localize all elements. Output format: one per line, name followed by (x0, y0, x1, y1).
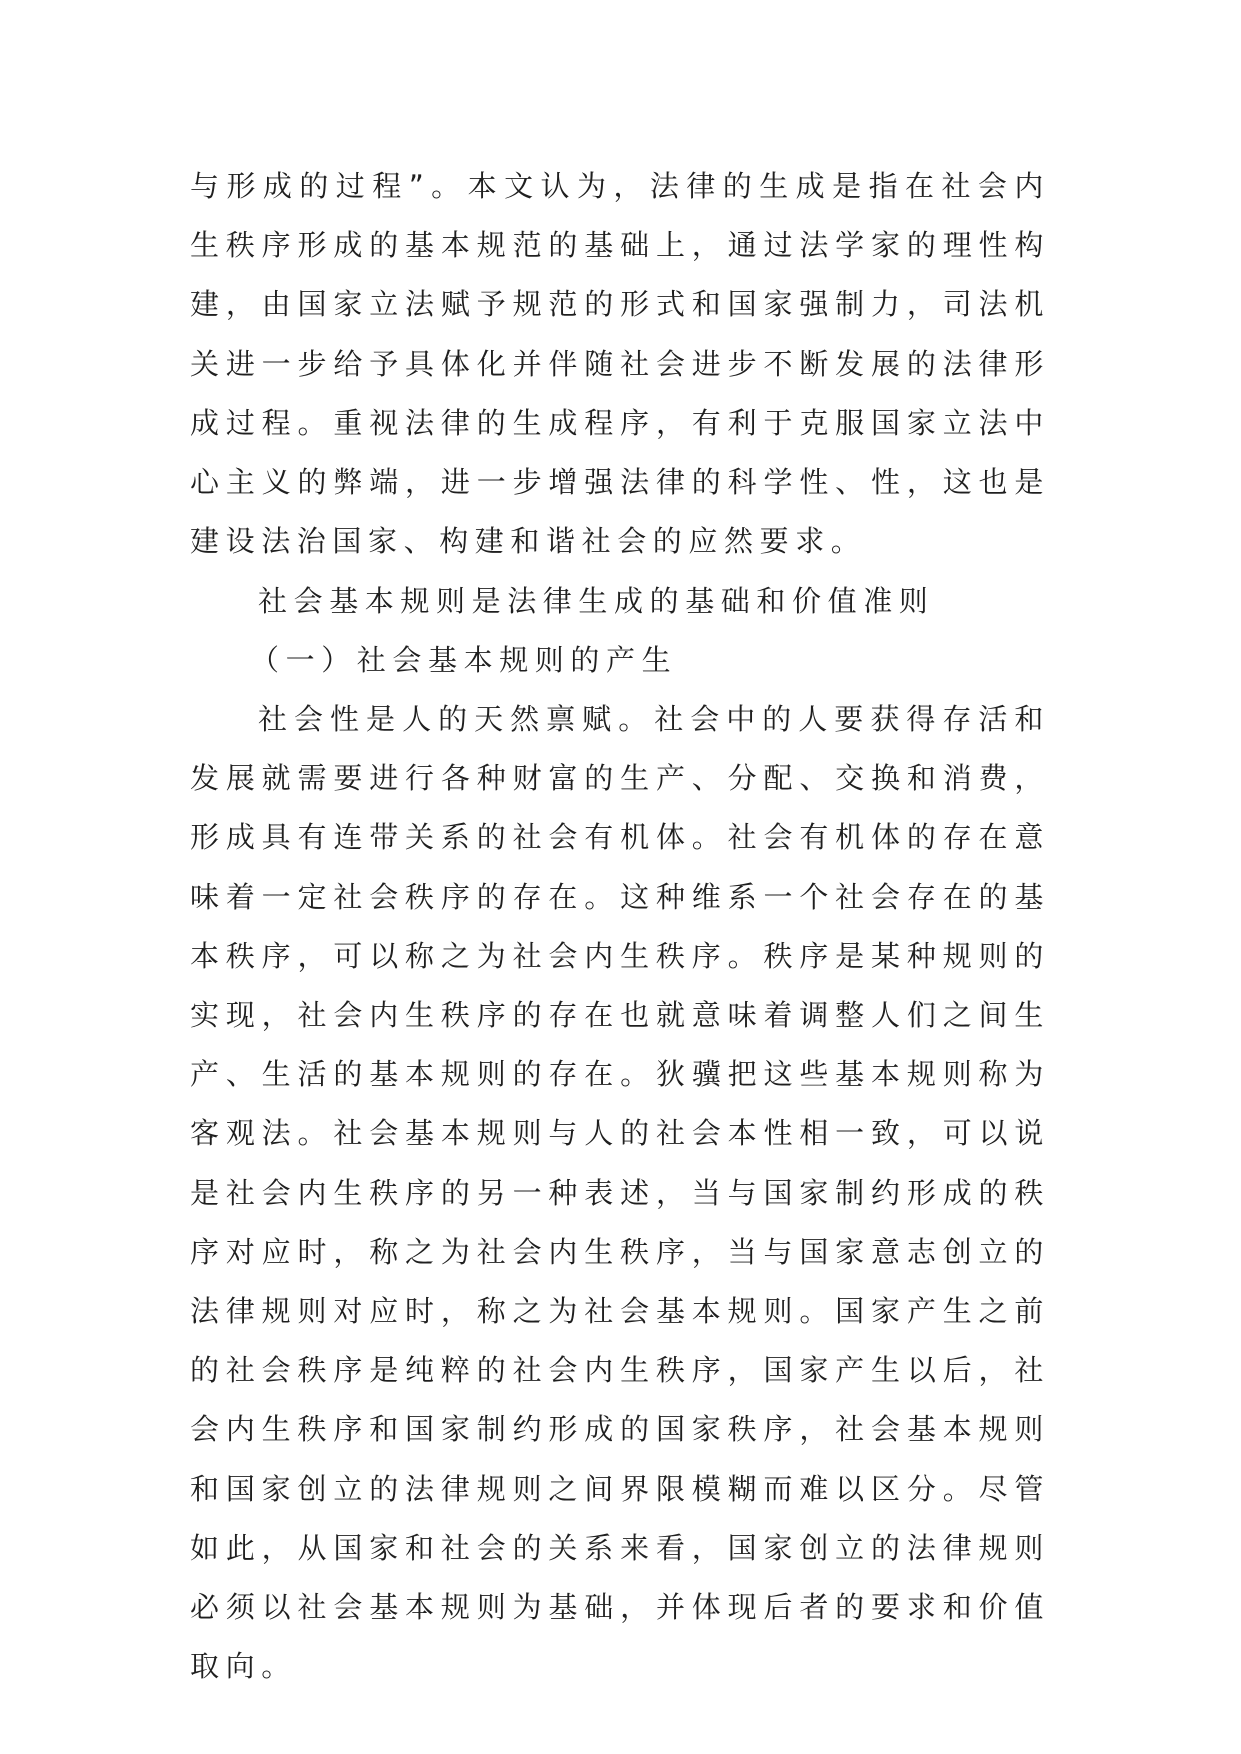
section-heading: 社会基本规则是法律生成的基础和价值准则 (258, 584, 935, 618)
intro-paragraph: 与形成的过程”。本文认为，法律的生成是指在社会内生秩序形成的基本规范的基础上，通过法学家的理性构建，由国家立法赋予规范的形式和国家强制力，司法机关进一步给予具体化并伴随社会进步不断发展的法律形成过程。重视法律的生成程序，有利于克服国家立法中心主义的弊端，进一步增强法律的科学性、性，这也是建设法治国家、构建和谐社会的应然要求。 (190, 169, 1050, 559)
subsection-heading: （一）社会基本规则的产生 (250, 643, 678, 677)
body-paragraph: 社会性是人的天然禀赋。社会中的人要获得存活和发展就需要进行各种财富的生产、分配、交换和消费，形成具有连带关系的社会有机体。社会有机体的存在意味着一定社会秩序的存在。这种维系一个社会存在的基本秩序，可以称之为社会内生秩序。秩序是某种规则的实现，社会内生秩序的存在也就意味着调整人们之间生产、生活的基本规则的存在。狄骥把这些基本规则称为客观法。社会基本规则与人的社会本性相一致，可以说是社会内生秩序的另一种表述，当与国家制约形成的秩序对应时，称之为社会内生秩序，当与国家意志创立的法律规则对应时，称之为社会基本规则。国家产生之前的社会秩序是纯粹的社会内生秩序，国家产生以后，社会内生秩序和国家制约形成的国家秩序，社会基本规则和国家创立的法律规则之间界限模糊而难以区分。尽管如此，从国家和社会的关系来看，国家创立的法律规则必须以社会基本规则为基础，并体现后者的要求和价值取向。 (190, 702, 1050, 1684)
